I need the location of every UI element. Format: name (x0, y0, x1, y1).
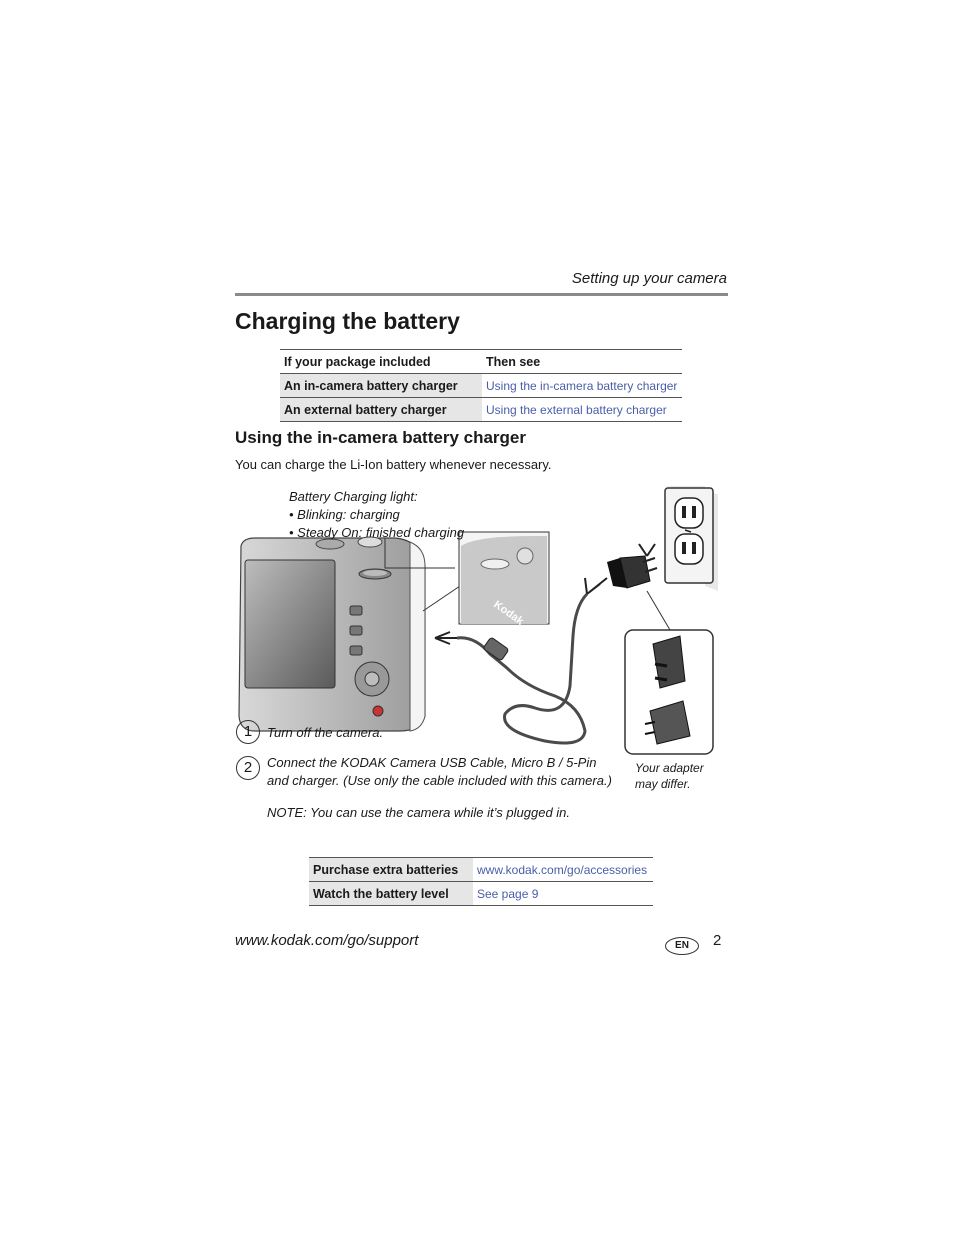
table-row (280, 398, 682, 422)
adapter-note (635, 760, 704, 792)
table-header: Then see (482, 350, 682, 374)
package-table (280, 349, 682, 422)
step-number-2: 2 (236, 756, 260, 780)
accessories-link[interactable]: www.kodak.com/go/accessories (477, 862, 648, 877)
table-cell: An external battery charger (280, 398, 482, 422)
battery-level-link[interactable]: See page 9 (477, 886, 539, 901)
usb-power-adapter (607, 556, 657, 588)
wall-outlet (663, 486, 718, 591)
table-cell: Watch the battery level (309, 882, 473, 906)
charging-light-caption (289, 488, 464, 542)
info-table (309, 857, 653, 906)
inset-brand-label: Kodak (491, 598, 526, 628)
section-title: Using the in-camera battery charger (235, 428, 526, 447)
page-title: Charging the battery (235, 308, 460, 334)
adapter-note-line: may differ. (635, 777, 691, 791)
table-header-row (280, 350, 682, 374)
step-number-1: 1 (236, 720, 260, 744)
language-badge: EN (665, 937, 699, 955)
intro-text: You can charge the Li-Ion battery whenever necessary. (235, 457, 552, 472)
step-2-text: Connect the KODAK Camera USB Cable, Micro B / 5-Pin and charger. (Use only the cable included with this camera.) (267, 755, 612, 788)
blinking-label: • Blinking: charging (289, 507, 400, 522)
camera-body (239, 537, 425, 731)
section-header: Setting up your camera (571, 270, 727, 287)
charging-light-title: Battery Charging light: (289, 489, 418, 504)
table-cell: Purchase extra batteries (309, 858, 473, 882)
adapter-note-line: Your adapter (635, 761, 704, 775)
page-number: 2 (713, 932, 722, 949)
charging-light-inset (459, 532, 549, 628)
ferrite-bead (483, 637, 509, 661)
table-cell: An in-camera battery charger (280, 374, 482, 398)
table-row (309, 882, 653, 906)
outlet-arrow-icon (639, 544, 655, 556)
plug-arrow-icon (435, 632, 457, 644)
note-text: NOTE: You can use the camera while it’s plugged in. (267, 805, 571, 820)
step-1-text: Turn off the camera. (267, 725, 384, 740)
table-row (280, 374, 682, 398)
adapter-arrow-icon (585, 578, 607, 594)
header-rule (235, 293, 728, 296)
external-charger-link[interactable]: Using the external battery charger (486, 402, 667, 417)
footer-url: www.kodak.com/go/support (235, 932, 419, 949)
in-camera-charger-link[interactable]: Using the in-camera battery charger (486, 378, 678, 393)
table-row (309, 858, 653, 882)
steady-label: • Steady On: finished charging (289, 525, 465, 540)
table-header: If your package included (280, 350, 482, 374)
alternate-plugs-inset (625, 630, 713, 754)
